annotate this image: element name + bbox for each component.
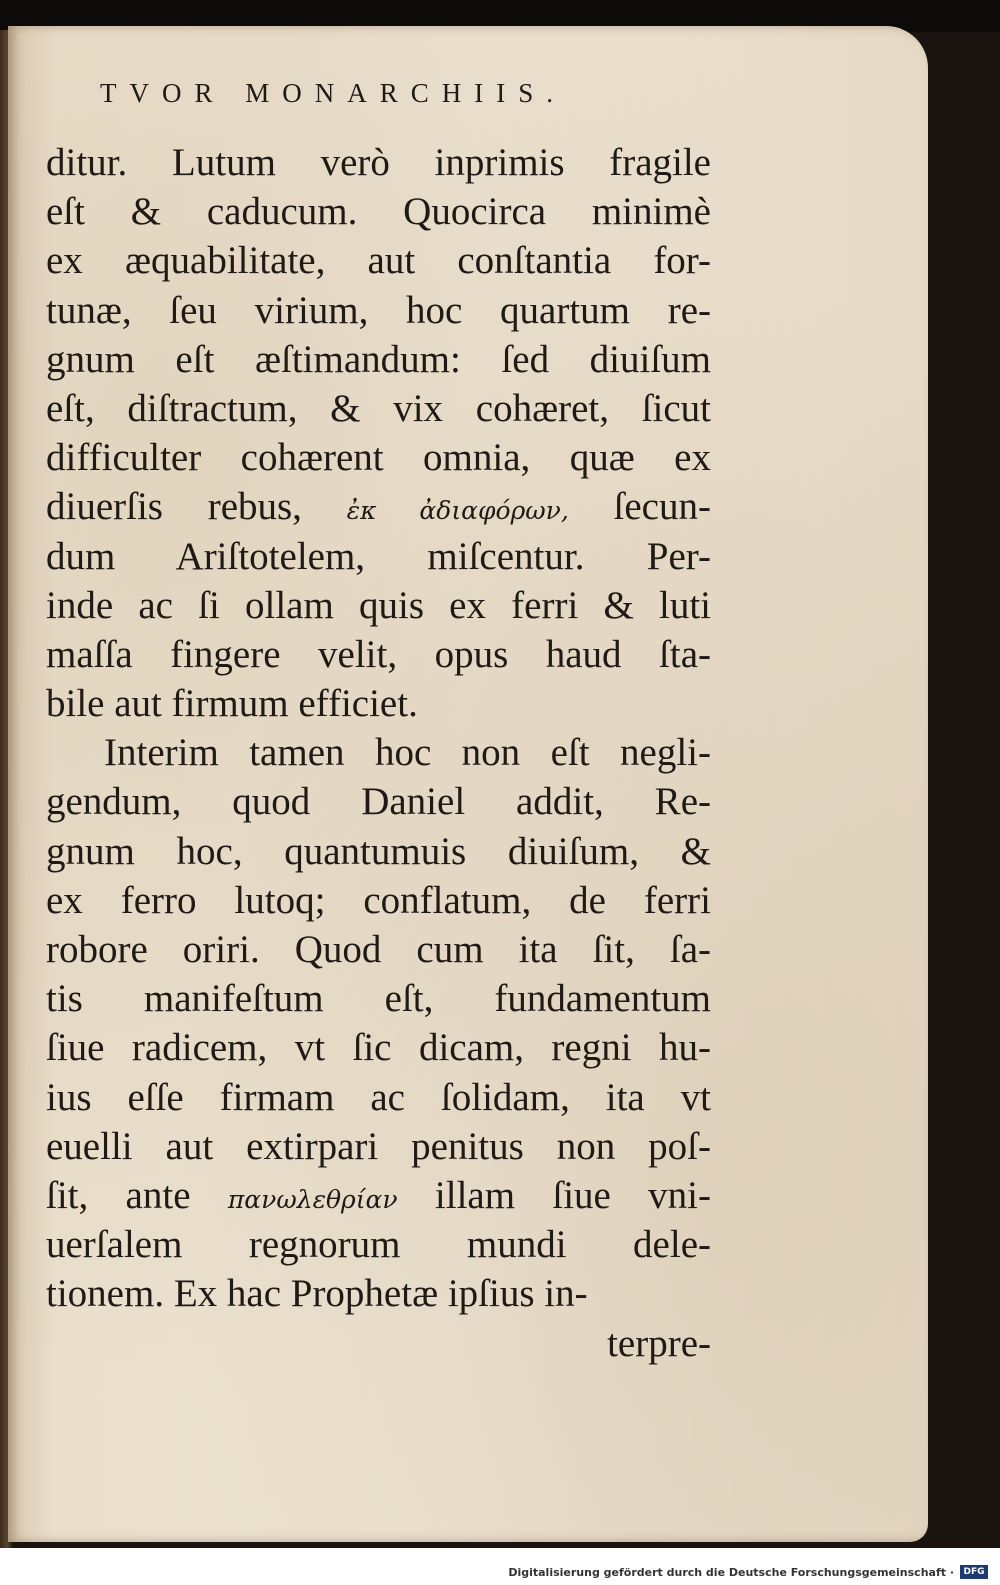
text-line: tionem. Ex hac Prophetæ ipſius in-: [46, 1272, 588, 1316]
text-line: bile aut firmum efficiet.: [46, 682, 418, 726]
text-line: ditur. Lutum verò inprimis fragile: [46, 141, 711, 184]
text-line: dum Ariſtotelem, miſcentur. Per-: [46, 534, 711, 578]
text-segment: diuerſis rebus,: [46, 485, 347, 529]
text-segment: illam ſiue vni-: [397, 1173, 711, 1217]
text-segment: ſit, ante: [46, 1173, 228, 1217]
paragraph-1: [46, 138, 711, 728]
text-line: inde ac ſi ollam quis ex ferri & luti: [46, 583, 711, 627]
text-line: ex ferro lutoq; conflatum, de ferri: [46, 878, 711, 922]
text-line: maſſa fingere velit, opus haud ſta-: [46, 632, 711, 676]
paragraph-2: [46, 728, 711, 1318]
greek-phrase: ἐκ ἀδιαφόρων,: [346, 496, 569, 526]
text-block: [46, 138, 711, 1368]
text-line: robore oriri. Quod cum ita ſit, ſa-: [46, 928, 711, 971]
text-line: uerſalem regnorum mundi dele-: [46, 1223, 711, 1267]
text-line: gnum eſt æſtimandum: ſed diuiſum: [46, 337, 711, 381]
dfg-logo: DFG: [960, 1565, 988, 1579]
text-line: tunæ, ſeu virium, hoc quartum re-: [46, 288, 711, 332]
text-line: Interim tamen hoc non eſt negli-: [104, 731, 711, 775]
funding-credit: Digitalisierung gefördert durch die Deutsche Forschungsgemeinschaft ·: [508, 1566, 954, 1579]
text-line: ſiue radicem, vt ſic dicam, regni hu-: [46, 1026, 711, 1070]
text-line: euelli aut extirpari penitus non poſ-: [46, 1124, 711, 1168]
text-segment: ſecun-: [568, 485, 711, 529]
running-head: TVOR MONARCHIIS.: [100, 78, 567, 108]
book-page: [8, 26, 928, 1542]
text-line: eſt & caducum. Quocirca minimè: [46, 190, 711, 234]
text-line: gnum hoc, quantumuis diuiſum, &: [46, 829, 711, 873]
greek-phrase: πανωλεθρίαν: [227, 1184, 398, 1214]
text-line: eſt, diſtractum, & vix cohæret, ſicut: [46, 386, 711, 430]
text-line: [46, 482, 711, 531]
text-line: tis manifeſtum eſt, fundamentum: [46, 977, 711, 1021]
text-line: difficulter cohærent omnia, quæ ex: [46, 436, 711, 480]
text-line: gendum, quod Daniel addit, Re-: [46, 780, 711, 824]
text-line: [46, 1171, 711, 1220]
text-line: ius eſſe firmam ac ſolidam, ita vt: [46, 1075, 711, 1119]
text-line: ex æquabilitate, aut conſtantia for-: [46, 239, 711, 283]
catchword: terpre-: [607, 1321, 711, 1365]
